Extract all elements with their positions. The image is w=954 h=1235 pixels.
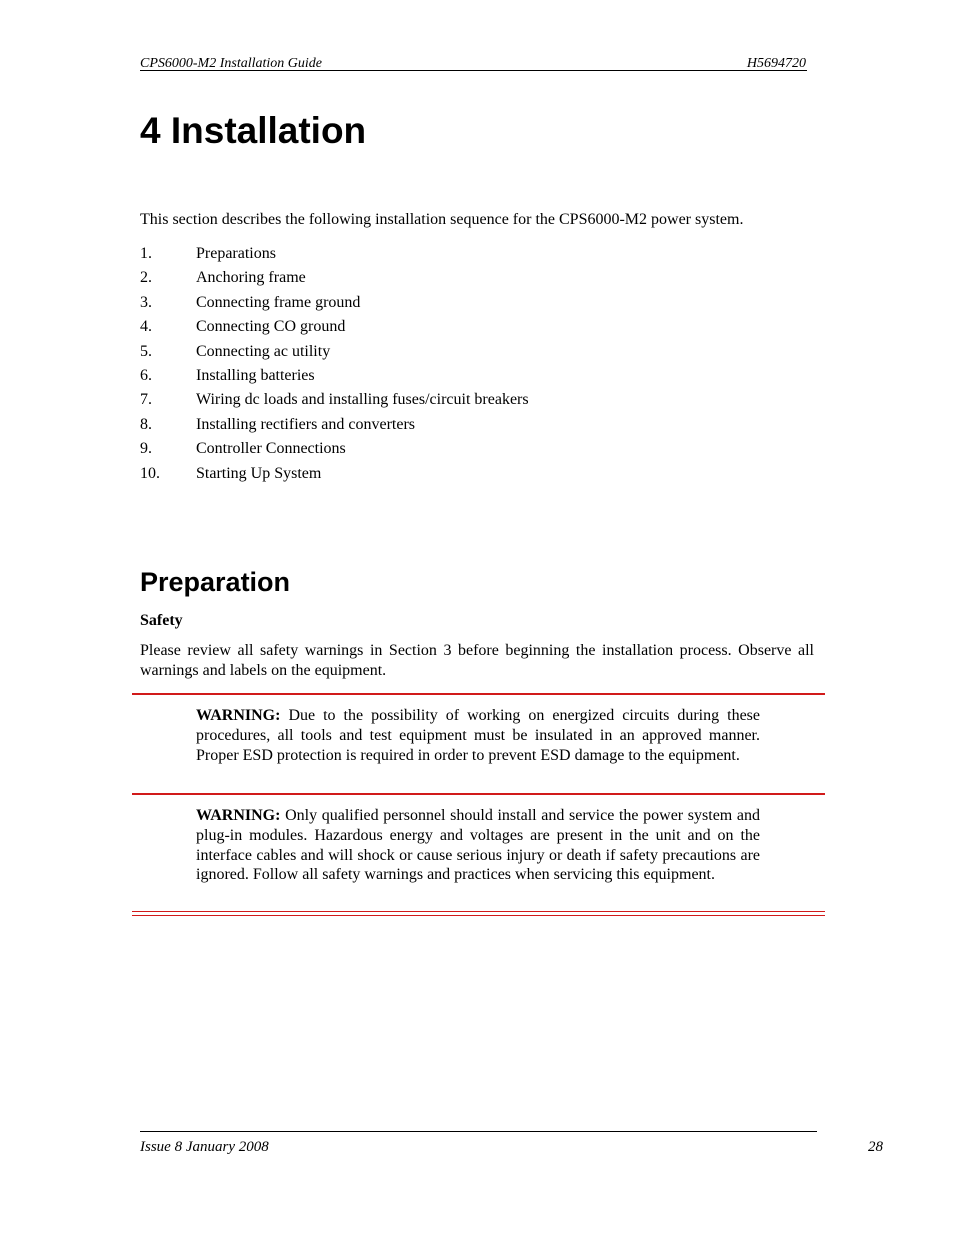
list-item: [140, 317, 529, 341]
step-number: 9.: [140, 440, 152, 458]
warning-end-divider: [132, 911, 825, 916]
chapter-title: 4 Installation: [140, 110, 367, 151]
issue-date: Issue 8 January 2008: [140, 1139, 269, 1155]
step-number: 3.: [140, 293, 152, 311]
list-item: [140, 390, 529, 414]
step-text: Wiring dc loads and installing fuses/circuit breakers: [196, 391, 529, 409]
safety-paragraph: Please review all safety warnings in Section 3 before beginning the installation process. Observe all warnings and labels on the equipment.: [140, 642, 814, 679]
intro-paragraph: This section describes the following installation sequence for the CPS6000-M2 power system.: [140, 211, 744, 228]
header-title: CPS6000-M2 Installation Guide: [140, 56, 322, 71]
document-number: H5694720: [746, 56, 806, 71]
step-number: 6.: [140, 366, 152, 384]
step-number: 1.: [140, 245, 152, 262]
list-item: [140, 293, 529, 317]
step-text: Installing rectifiers and converters: [196, 415, 416, 433]
step-text: Installing batteries: [196, 366, 315, 384]
warning-divider: [132, 693, 825, 695]
list-item: [140, 464, 529, 488]
list-item: [140, 415, 529, 439]
header-rule: [140, 70, 807, 71]
warning-text: Due to the possibility of working on energized circuits during these procedures, all tools and test equipment must be insulated in an approved manner. Proper ESD protection is required in order to prevent ESD damage to the equipment.: [196, 707, 760, 764]
step-text: Anchoring frame: [196, 269, 306, 287]
step-text: Preparations: [196, 245, 276, 262]
warning-divider: [132, 793, 825, 795]
list-item: [140, 439, 529, 463]
step-text: Controller Connections: [196, 440, 346, 458]
list-item: [140, 244, 529, 268]
warning-label: WARNING:: [196, 807, 281, 824]
installation-steps-list: [140, 244, 529, 488]
step-number: 5.: [140, 342, 152, 360]
page-number: 28: [868, 1139, 883, 1155]
safety-heading: Safety: [140, 612, 183, 629]
step-text: Starting Up System: [196, 464, 322, 482]
list-item: [140, 342, 529, 366]
step-number: 10.: [140, 464, 160, 482]
warning-label: WARNING:: [196, 707, 281, 724]
warning-block: [196, 806, 760, 885]
footer-rule: [140, 1131, 817, 1132]
warning-text: Only qualified personnel should install and service the power system and plug-in modules. Hazardous energy and voltages are present in the unit and on the interface cables and will shock or cause serious injury or death if safety precautions are ignored. Follow all safety warnings and practices when servicing this equipment.: [196, 807, 760, 884]
step-number: 8.: [140, 415, 152, 433]
section-title: Preparation: [140, 567, 291, 597]
step-number: 7.: [140, 391, 152, 409]
warning-block: [196, 706, 760, 765]
list-item: [140, 268, 529, 292]
step-text: Connecting ac utility: [196, 342, 331, 360]
step-text: Connecting frame ground: [196, 293, 361, 311]
step-text: Connecting CO ground: [196, 318, 346, 336]
list-item: [140, 366, 529, 390]
step-number: 4.: [140, 318, 152, 336]
step-number: 2.: [140, 269, 152, 287]
